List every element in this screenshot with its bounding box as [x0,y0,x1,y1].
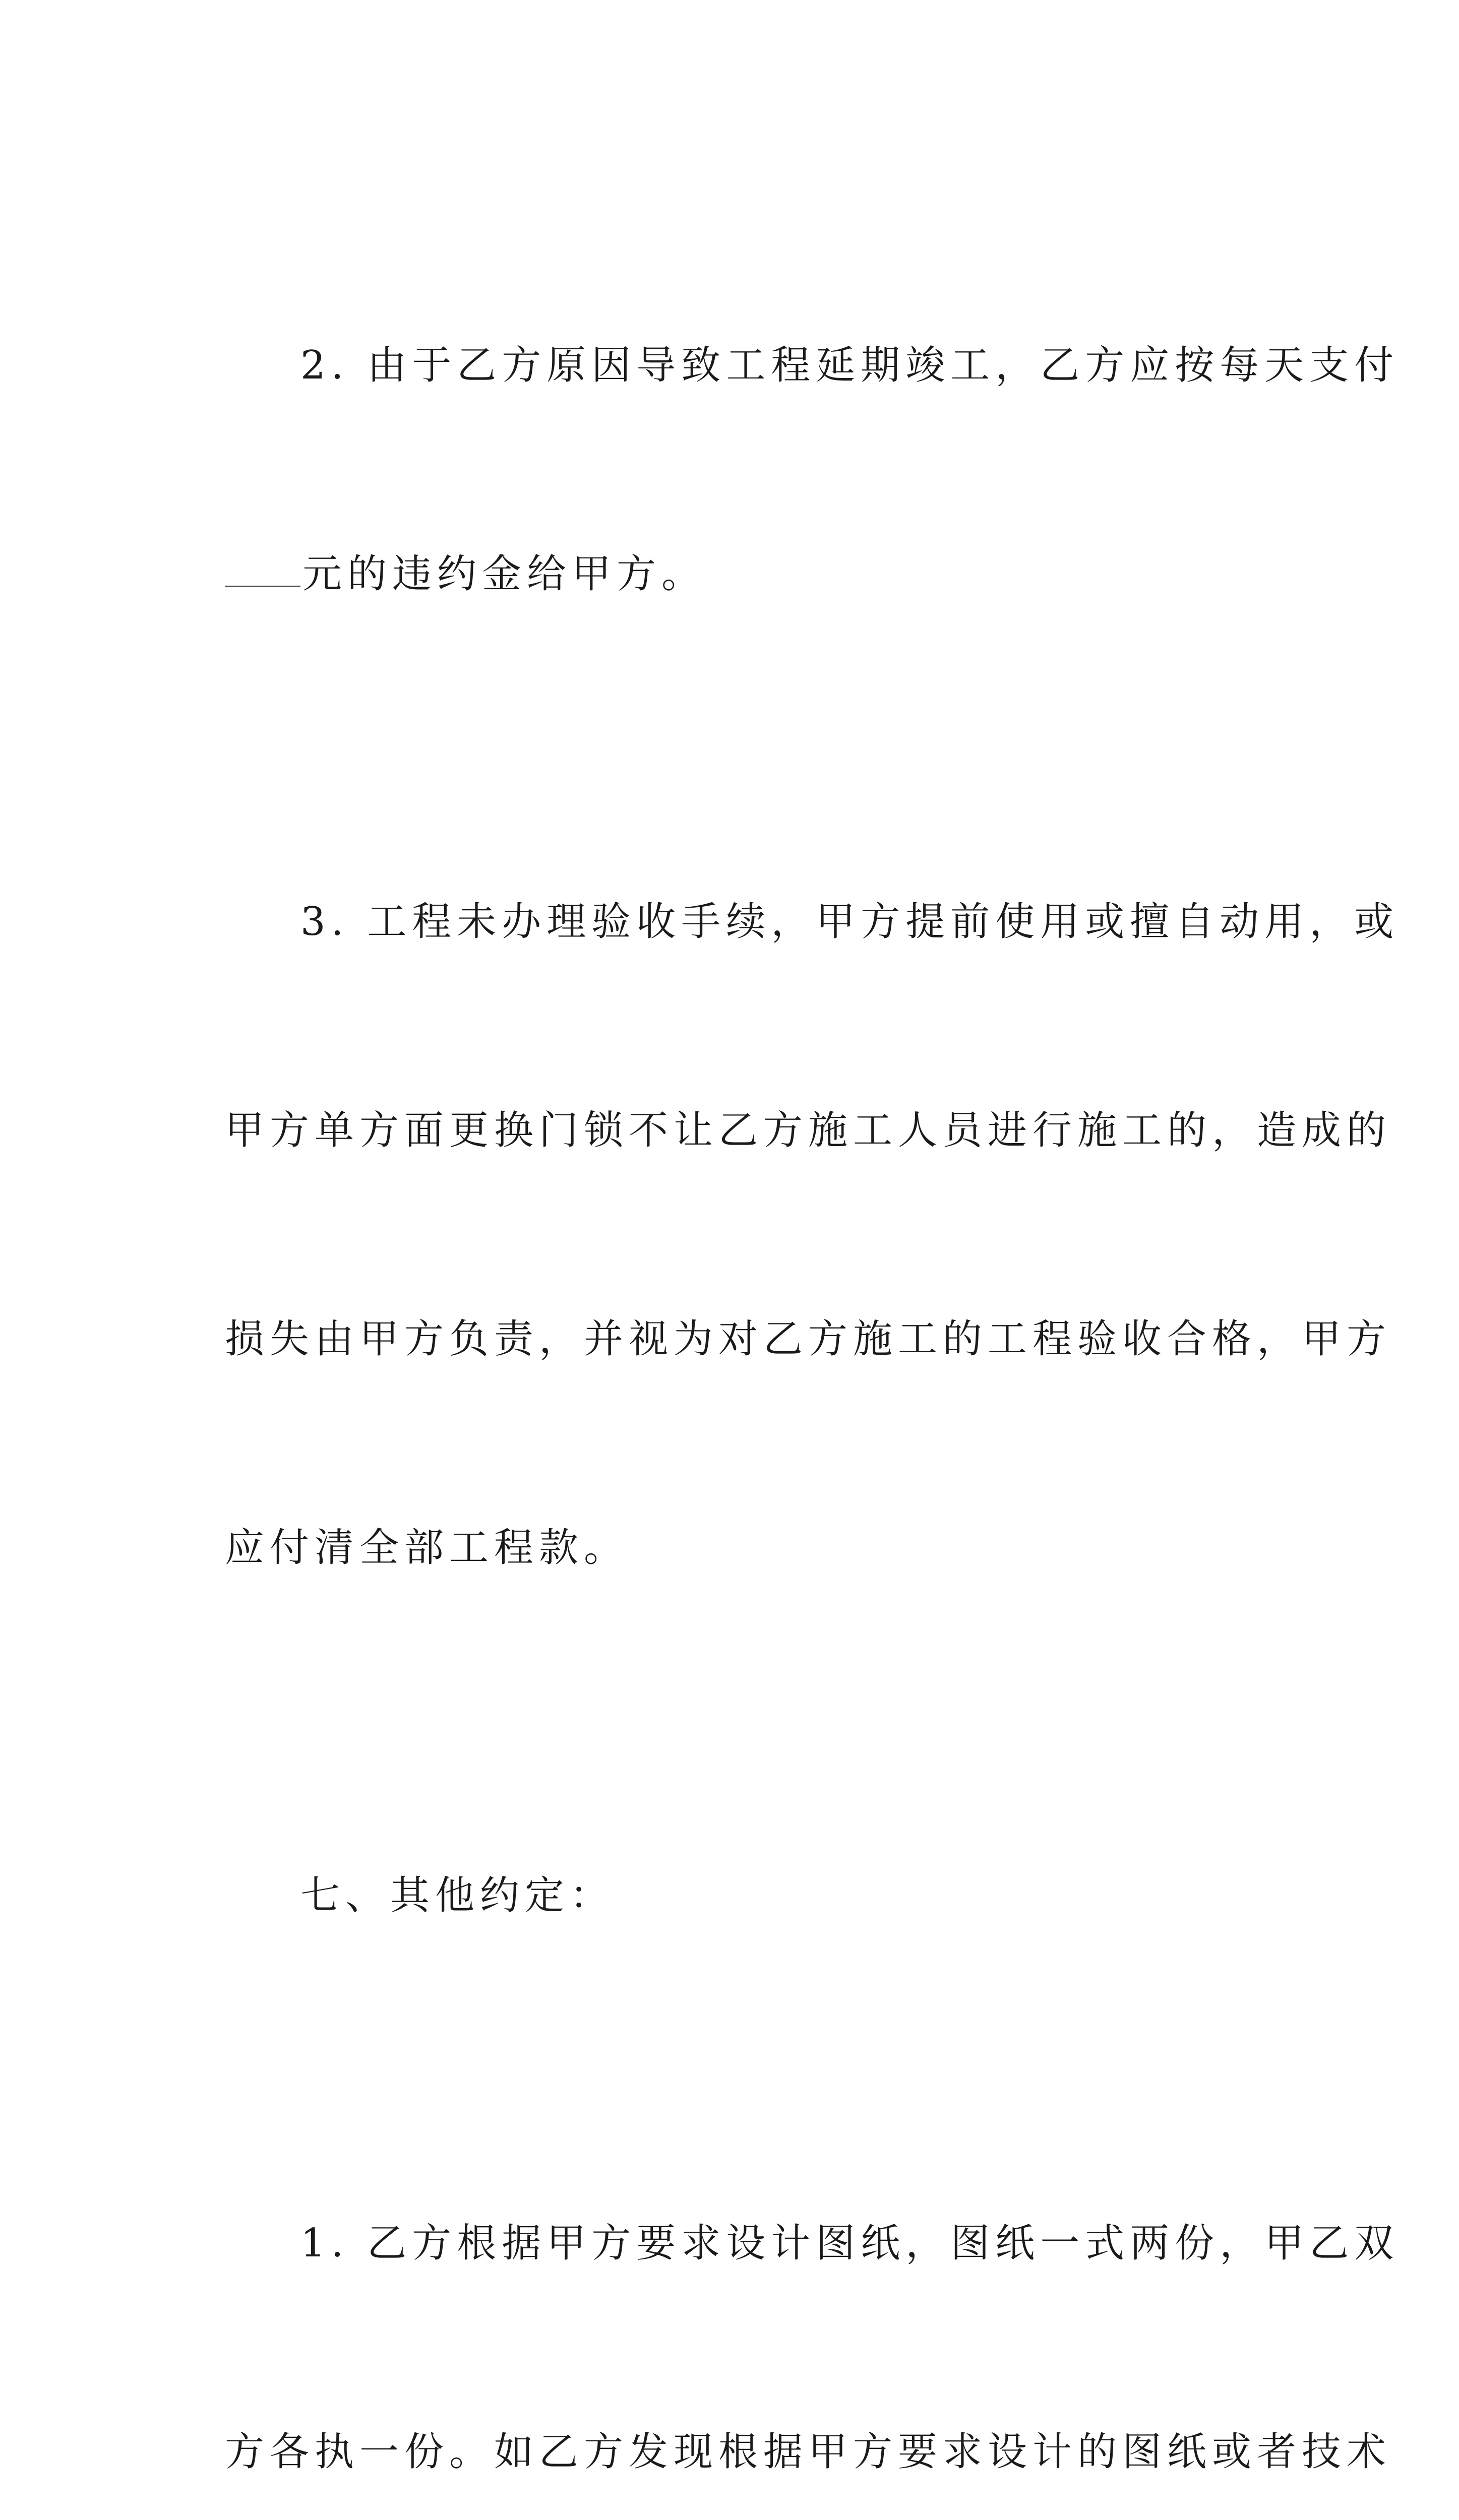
paragraph-line: 损失由甲方负责，并视为对乙方施工的工程验收合格，甲方 [225,1316,1392,1362]
fill-in-blank [225,555,300,587]
paragraph-line: 1. 乙方根据甲方要求设计图纸，图纸一式两份，甲乙双 [300,2221,1400,2266]
paragraph-line: 方各执一份。如乙方发现根据甲方要求设计的图纸或者技术 [225,2429,1392,2475]
paragraph-line-text: 元的违约金给甲方。 [302,551,707,597]
paragraph-line: 2. 由于乙方原因导致工程延期竣工，乙方应按每天支付 [300,343,1400,388]
paragraph-line: 甲方单方面更换门锁不让乙方施工人员进行施工的，造成的 [225,1108,1392,1153]
paragraph-penalty-3 [225,748,1400,1722]
paragraph-line: 3. 工程未办理验收手续，甲方提前使用或擅自动用，或 [300,899,1400,944]
section-heading-other-terms [225,1722,1253,2069]
paragraph-line [225,539,1253,609]
document-body [225,192,1400,2520]
section-heading: 七、其他约定： [300,1873,615,1918]
paragraph-line: 应付清全部工程款。 [225,1525,629,1570]
paragraph-penalty-2 [225,192,1400,748]
paragraph-other-1 [225,2069,1400,2520]
